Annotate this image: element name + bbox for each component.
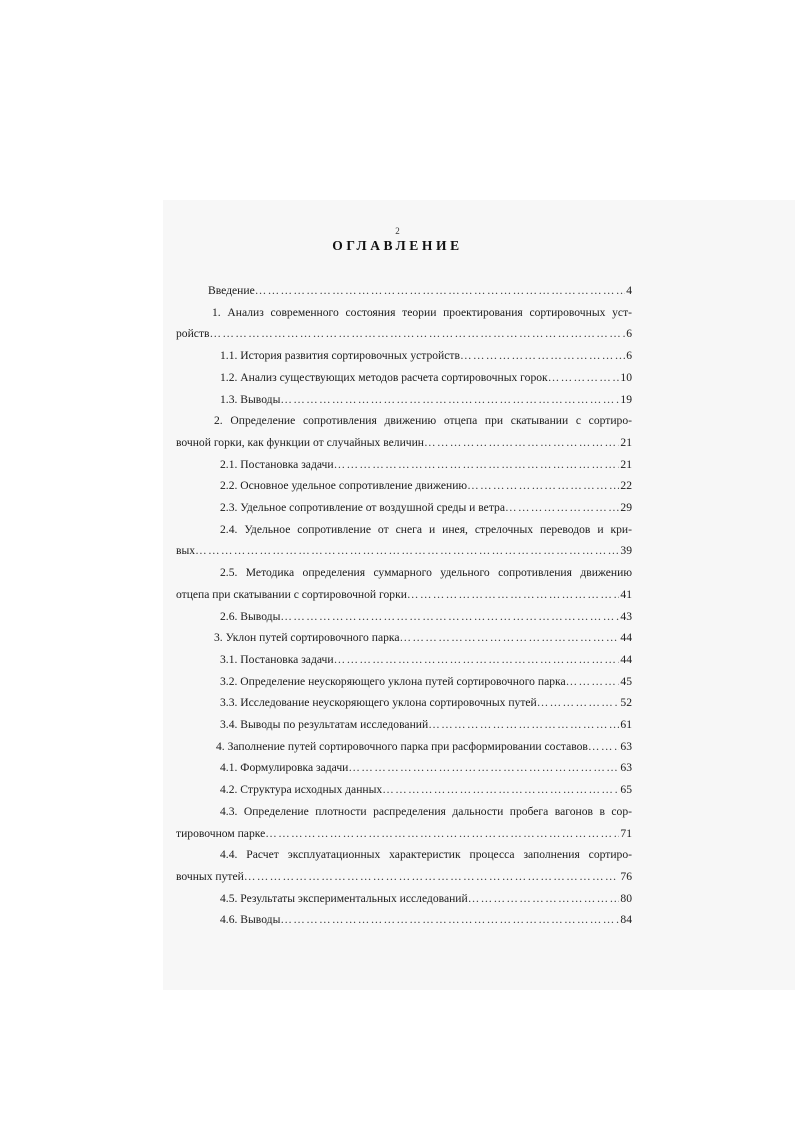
toc-entry-section-3-2[interactable] <box>176 671 632 693</box>
toc-entry-page: 63 <box>620 761 632 775</box>
toc-leader-dots <box>566 671 620 693</box>
toc-entry-section-2-2[interactable] <box>176 475 632 497</box>
toc-leader-dots <box>280 909 619 931</box>
toc-entry-label: 1.1. История развития сортировочных устройств <box>220 349 460 363</box>
toc-entry-label-continued: тировочном парке <box>176 826 266 840</box>
toc-entry-section-4-3[interactable] <box>176 801 632 844</box>
toc-entry-label: 3.2. Определение неускоряющего уклона путей сортировочного парка <box>220 674 566 688</box>
toc-leader-dots <box>334 454 620 476</box>
toc-entry-section-2-3[interactable] <box>176 497 632 519</box>
toc-entry-label: 3.3. Исследование неускоряющего уклона сортировочных путей <box>220 696 537 710</box>
toc-entry-page: 19 <box>620 392 632 406</box>
toc-entry-label: 2. Определение сопротивления движению отцепа при скатывании с сортиро- <box>214 414 632 428</box>
page-number: 2 <box>395 226 400 236</box>
toc-entry-label: 4.4. Расчет эксплуатационных характеристик процесса заполнения сортиро- <box>220 848 632 862</box>
toc-entry-page: 45 <box>620 674 632 688</box>
toc-entry-label: 4.1. Формулировка задачи <box>220 761 349 775</box>
toc-entry-chapter-3[interactable] <box>176 627 632 649</box>
toc-entry-page: 61 <box>620 718 632 732</box>
toc-entry-label: 2.2. Основное удельное сопротивление движению <box>220 479 468 493</box>
toc-entry-section-1-1[interactable] <box>176 345 632 367</box>
toc-entry-page: 80 <box>620 891 632 905</box>
toc-leader-dots <box>468 888 620 910</box>
toc-entry-label: 4.2. Структура исходных данных <box>220 783 383 797</box>
toc-leader-dots <box>467 475 619 497</box>
toc-entry-label: 4.5. Результаты экспериментальных исследований <box>220 891 468 905</box>
toc-entry-page: 63 <box>620 739 632 753</box>
toc-entry-section-4-2[interactable] <box>176 779 632 801</box>
toc-entry-page: 52 <box>620 696 632 710</box>
toc-entry-section-2-6[interactable] <box>176 606 632 628</box>
toc-entry-page: 44 <box>620 631 632 645</box>
toc-entry-page: 6 <box>626 327 632 341</box>
toc-entry-page: 29 <box>620 501 632 515</box>
toc-entry-page: 44 <box>620 652 632 666</box>
toc-entry-page: 22 <box>620 479 632 493</box>
toc-entry-section-3-3[interactable] <box>176 692 632 714</box>
toc-entry-page: 6 <box>626 349 632 363</box>
toc-leader-dots <box>195 540 619 562</box>
toc-entry-label: Введение <box>208 284 255 297</box>
toc-entry-chapter-4[interactable] <box>176 736 632 758</box>
toc-leader-dots <box>460 345 625 367</box>
toc-entry-section-1-3[interactable] <box>176 389 632 411</box>
toc-entry-section-3-4[interactable] <box>176 714 632 736</box>
toc-leader-dots <box>537 692 620 714</box>
toc-entry-page: 10 <box>620 370 632 384</box>
toc-entry-label: 3. Уклон путей сортировочного парка <box>214 631 400 645</box>
toc-entry-section-4-5[interactable] <box>176 888 632 910</box>
toc-entry-section-2-4[interactable] <box>176 519 632 562</box>
toc-entry-section-4-4[interactable] <box>176 844 632 887</box>
toc-leader-dots <box>382 779 619 801</box>
toc-entry-label-continued: ройств <box>176 327 210 341</box>
toc-entry-label: 2.3. Удельное сопротивление от воздушной среды и ветра <box>220 501 505 515</box>
toc-entry-label: 4.6. Выводы <box>220 913 281 927</box>
toc-leader-dots <box>210 323 626 345</box>
toc-entry-label: 2.1. Постановка задачи <box>220 457 334 471</box>
toc-leader-dots <box>280 606 619 628</box>
toc-entry-label: 2.5. Методика определения суммарного удельного сопротивления движению <box>220 566 632 580</box>
toc-leader-dots <box>400 627 620 649</box>
toc-entry-label-continued: вых <box>176 544 196 558</box>
toc-entry-label: 1.2. Анализ существующих методов расчета сортировочных горок <box>220 370 548 384</box>
toc-entry-page: 65 <box>620 783 632 797</box>
toc-entry-section-2-5[interactable] <box>176 562 632 605</box>
toc-leader-dots <box>505 497 619 519</box>
toc-leader-dots <box>424 432 619 454</box>
toc-entry-label: 4. Заполнение путей сортировочного парка при расформировании составов <box>216 739 588 753</box>
table-of-contents <box>176 280 632 931</box>
toc-entry-introduction[interactable] <box>176 280 632 302</box>
toc-entry-page: 84 <box>620 913 632 927</box>
toc-entry-section-1-2[interactable] <box>176 367 632 389</box>
toc-entry-page: 21 <box>620 457 632 471</box>
toc-entry-label: 2.6. Выводы <box>220 609 281 623</box>
toc-leader-dots <box>548 367 620 389</box>
toc-leader-dots <box>265 823 619 845</box>
toc-entry-label: 4.3. Определение плотности распределения дальности пробега вагонов в сор- <box>220 804 632 818</box>
toc-entry-label: 3.4. Выводы по результатам исследований <box>220 718 429 732</box>
toc-leader-dots <box>255 280 625 302</box>
toc-entry-page: 76 <box>620 869 632 883</box>
toc-leader-dots <box>407 584 619 606</box>
toc-entry-page: 21 <box>620 435 632 449</box>
toc-leader-dots <box>428 714 619 736</box>
toc-entry-section-4-1[interactable] <box>176 757 632 779</box>
toc-entry-page: 71 <box>620 826 632 840</box>
toc-entry-label: 2.4. Удельное сопротивление от снега и инея, стрелочных переводов и кри- <box>220 522 632 536</box>
toc-entry-section-2-1[interactable] <box>176 454 632 476</box>
toc-leader-dots <box>244 866 620 888</box>
toc-entry-label: 3.1. Постановка задачи <box>220 652 334 666</box>
toc-entry-section-3-1[interactable] <box>176 649 632 671</box>
toc-entry-page: 43 <box>620 609 632 623</box>
toc-entry-page: 4 <box>626 284 632 297</box>
toc-entry-label-continued: вочных путей <box>176 869 244 883</box>
toc-entry-chapter-1[interactable] <box>176 302 632 345</box>
toc-leader-dots <box>334 649 620 671</box>
page-title: ОГЛАВЛЕНИЕ <box>332 238 463 253</box>
toc-entry-label: 1. Анализ современного состояния теории проектирования сортировочных уст- <box>212 305 632 319</box>
toc-entry-label-continued: отцепа при скатывании с сортировочной горки <box>176 587 407 601</box>
toc-entry-section-4-6[interactable] <box>176 909 632 931</box>
toc-leader-dots <box>348 757 619 779</box>
toc-entry-label-continued: вочной горки, как функции от случайных величин <box>176 435 425 449</box>
toc-entry-page: 41 <box>620 587 632 601</box>
toc-entry-page: 39 <box>620 544 632 558</box>
toc-entry-label: 1.3. Выводы <box>220 392 281 406</box>
toc-entry-chapter-2[interactable] <box>176 410 632 453</box>
toc-leader-dots <box>280 389 619 411</box>
toc-leader-dots <box>588 736 619 758</box>
